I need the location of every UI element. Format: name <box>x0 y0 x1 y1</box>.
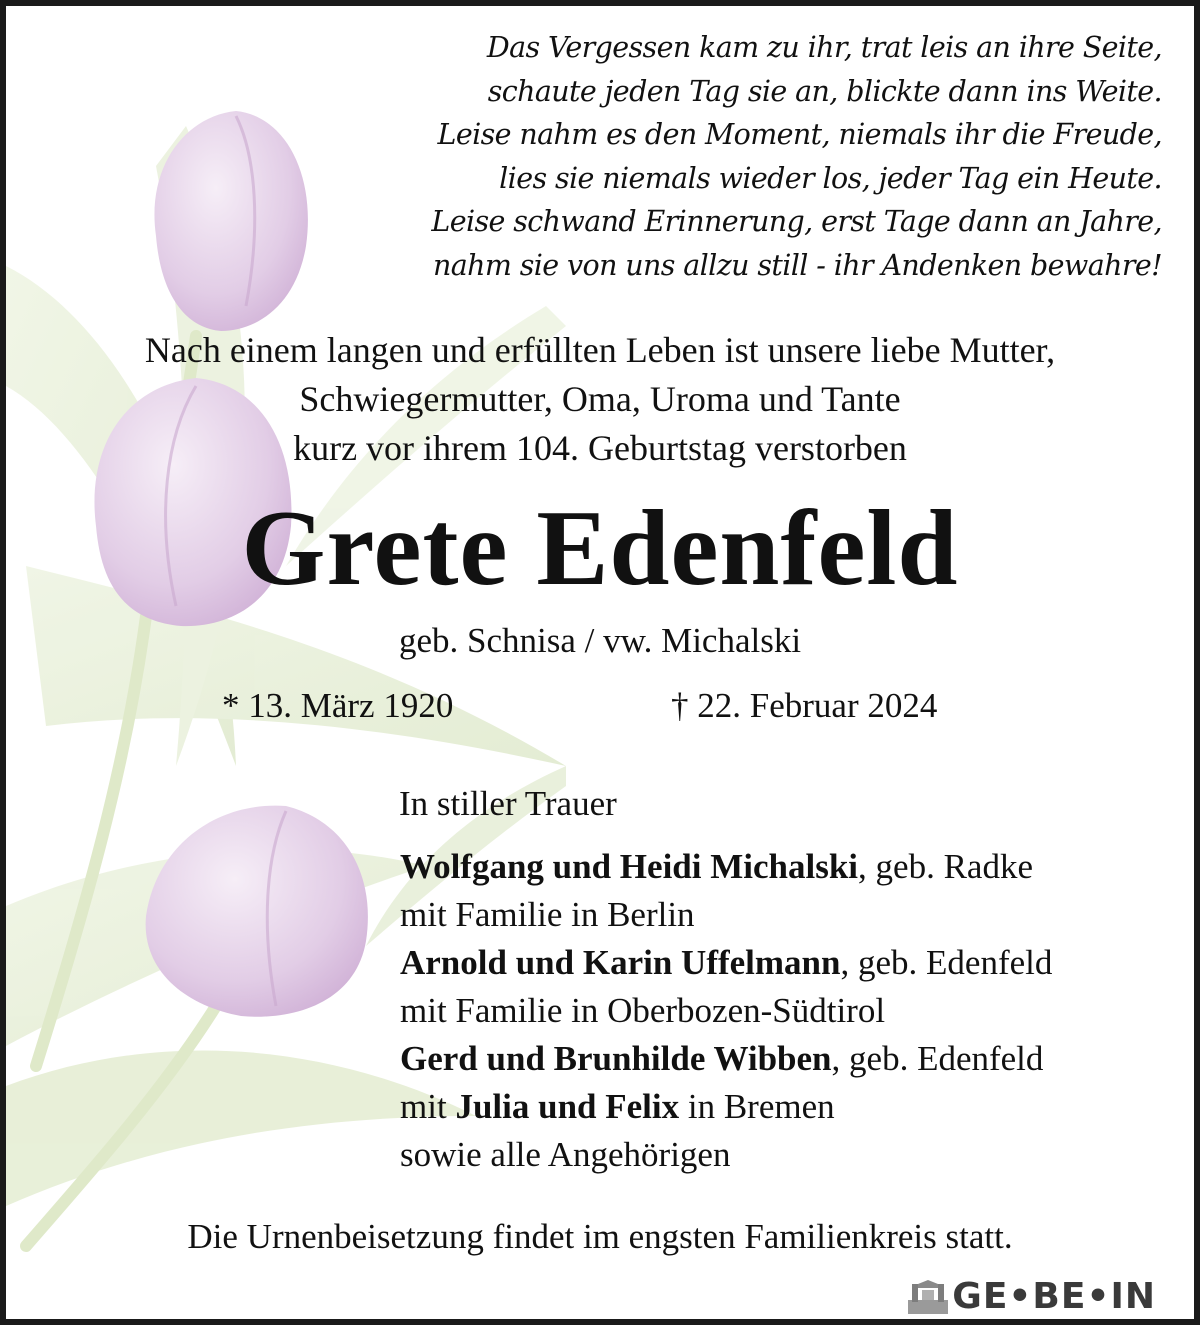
family-entry <box>400 843 1052 891</box>
poem-line: nahm sie von uns allzu still - ihr Andenken bewahre! <box>432 248 1162 282</box>
publisher-logo <box>904 1277 1160 1317</box>
family-list <box>400 843 1052 1179</box>
family-entry-names: Wolfgang und Heidi Michalski <box>400 847 859 886</box>
intro-text <box>0 326 1200 473</box>
burial-notice: Die Urnenbeisetzung findet im engsten Familienkreis statt. <box>187 1217 1013 1256</box>
gebein-logo-icon <box>908 1280 948 1314</box>
family-entry-maiden: , geb. Radke <box>858 847 1033 886</box>
mourning-heading: In stiller Trauer <box>399 784 617 823</box>
family-entry-location: mit Familie in Oberbozen-Südtirol <box>400 991 886 1030</box>
poem-block <box>431 26 1162 287</box>
family-entry-maiden: , geb. Edenfeld <box>840 943 1053 982</box>
poem-line: schaute jeden Tag sie an, blickte dann ins Weite. <box>487 74 1162 108</box>
family-entry-names: Gerd und Brunhilde Wibben <box>400 1039 832 1078</box>
intro-line: kurz vor ihrem 104. Geburtstag verstorben <box>293 428 907 468</box>
family-entry-others: sowie alle Angehörigen <box>400 1135 731 1174</box>
family-entry-location-text: in Bremen <box>679 1087 835 1126</box>
tulip-top <box>154 111 307 331</box>
tulip-bottom <box>146 806 368 1017</box>
poem-line: Leise schwand Erinnerung, erst Tage dann an Jahre, <box>431 205 1162 238</box>
deceased-name: Grete Edenfeld <box>241 489 959 608</box>
family-entry-location: mit Familie in Berlin <box>400 895 695 934</box>
family-entry-names: Julia und Felix <box>455 1087 680 1126</box>
poem-line: Leise nahm es den Moment, niemals ihr die Freude, <box>437 118 1162 151</box>
birth-date: * 13. März 1920 <box>222 686 454 725</box>
family-entry-prefix: mit <box>400 1087 456 1126</box>
logo-text: GE•BE•IN <box>952 1276 1156 1317</box>
maiden-name: geb. Schnisa / vw. Michalski <box>398 621 802 660</box>
poem-line: lies sie niemals wieder los, jeder Tag ein Heute. <box>499 161 1162 195</box>
death-date: † 22. Februar 2024 <box>671 686 938 725</box>
family-entry <box>400 939 1052 987</box>
family-entry-location <box>400 1083 1052 1131</box>
intro-line: Nach einem langen und erfüllten Leben ist unsere liebe Mutter, <box>144 330 1056 370</box>
family-entry <box>400 1035 1052 1083</box>
poem-line: Das Vergessen kam zu ihr, trat leis an ihre Seite, <box>486 31 1162 64</box>
family-entry-names: Arnold und Karin Uffelmann <box>400 943 841 982</box>
family-entry-maiden: , geb. Edenfeld <box>831 1039 1044 1078</box>
intro-line: Schwiegermutter, Oma, Uroma und Tante <box>299 379 901 419</box>
